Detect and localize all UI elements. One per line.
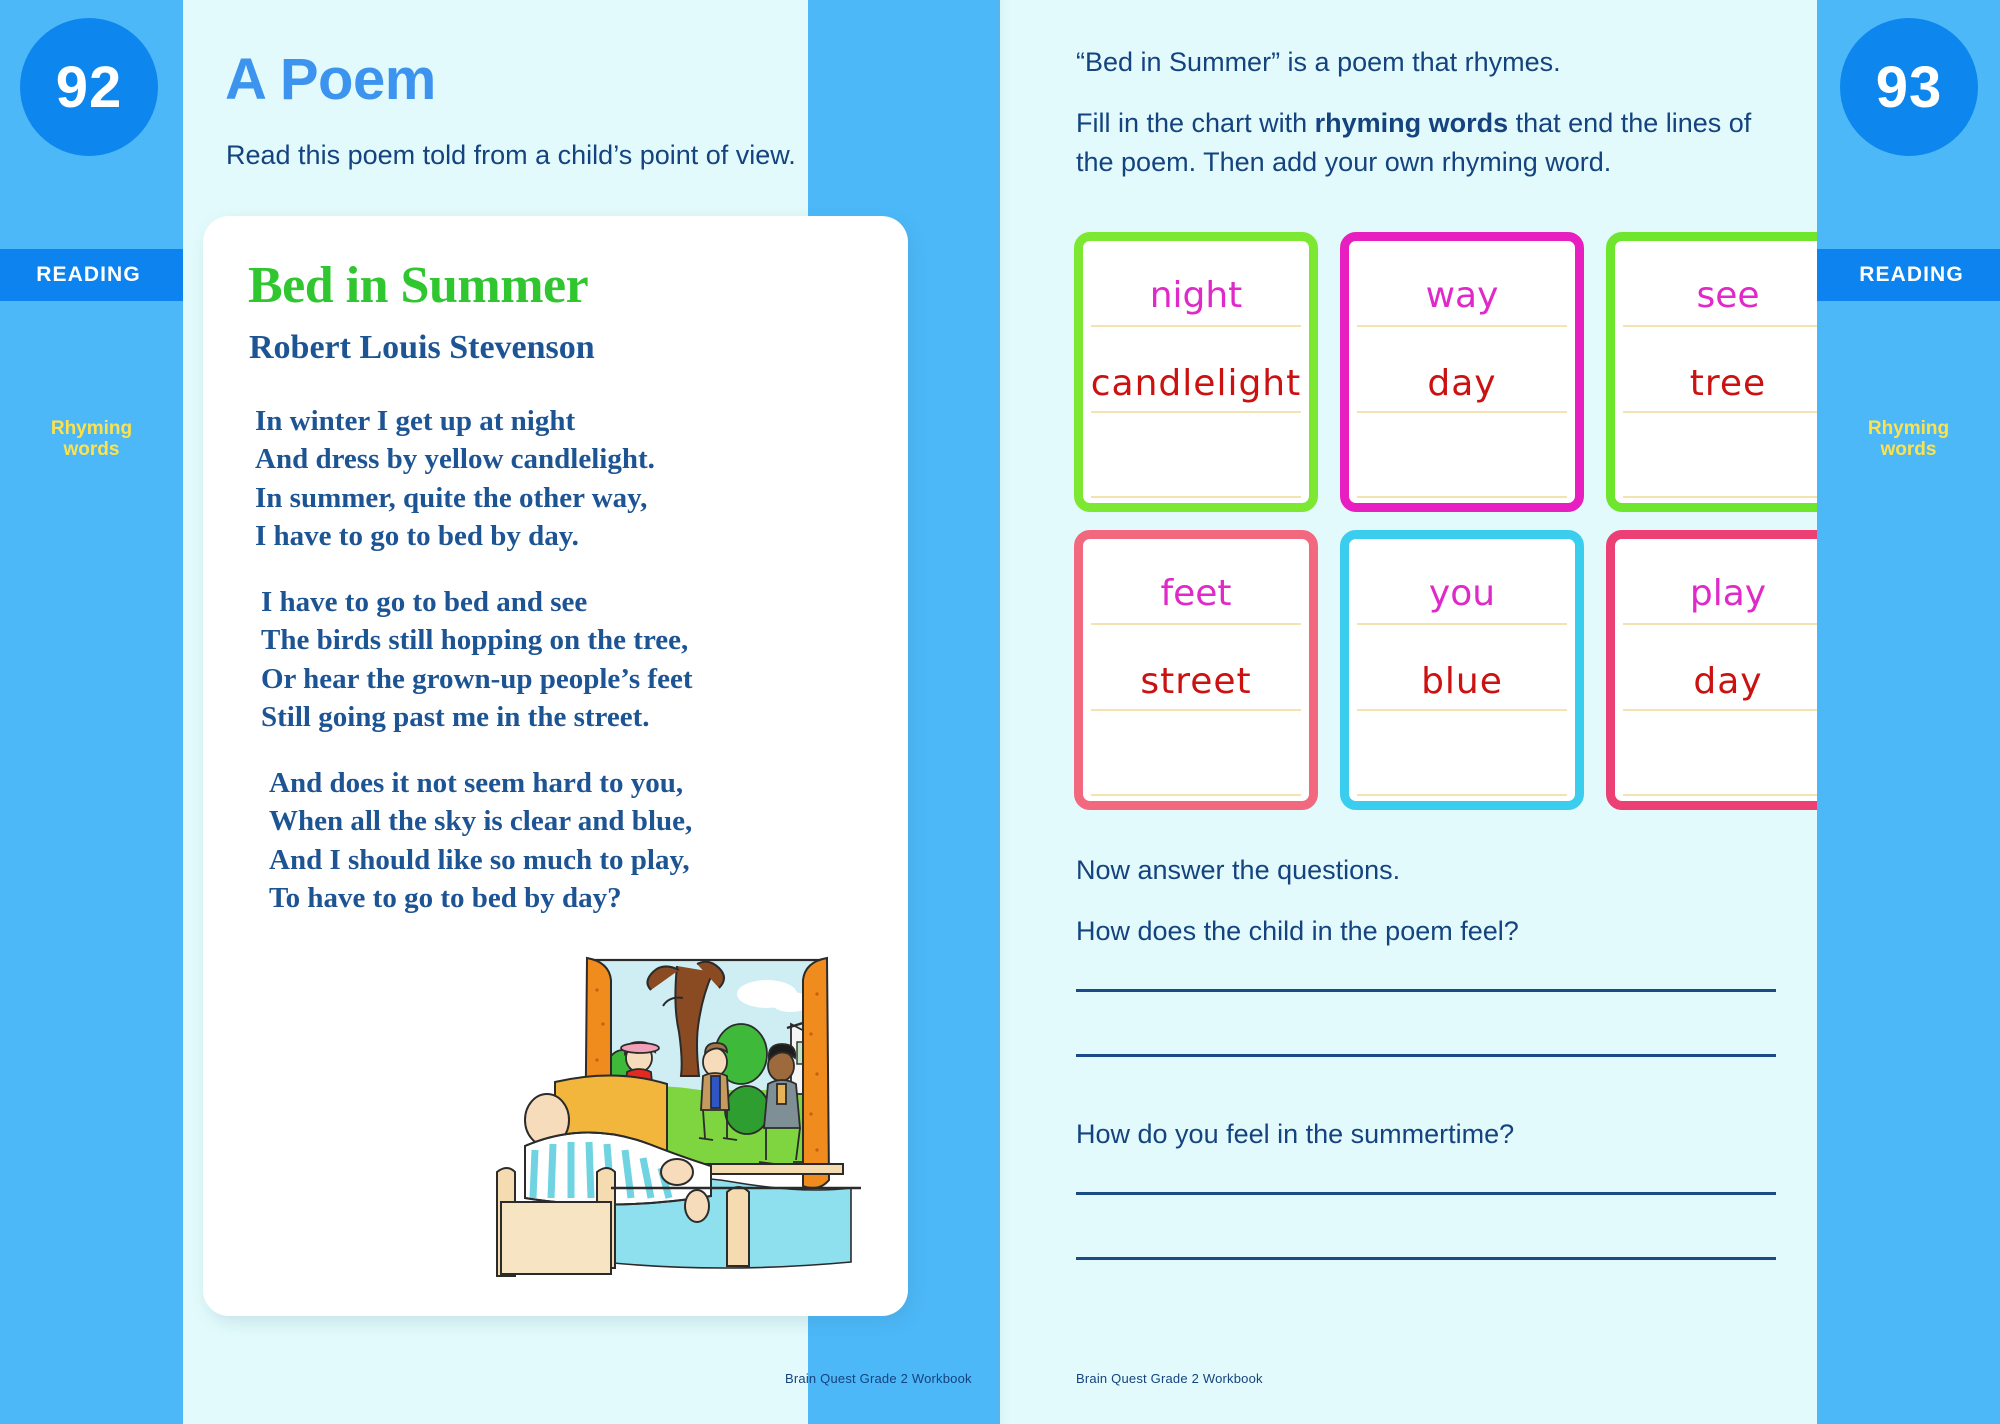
rhyme-word-prompt: see: [1696, 275, 1760, 316]
question-text: How does the child in the poem feel?: [1076, 916, 1519, 946]
fill-instruction-part1: Fill in the chart with: [1076, 108, 1315, 138]
poem-line: Or hear the grown-up people’s feet: [261, 662, 693, 695]
rhyme-word-prompt: play: [1689, 573, 1767, 614]
poem-title: Bed in Summer: [248, 257, 589, 314]
writing-rule: [1357, 794, 1567, 796]
skill-label-right-line2: words: [1880, 439, 1937, 461]
answer-line[interactable]: [1076, 1257, 1776, 1260]
poem-line: In winter I get up at night: [255, 405, 576, 437]
rhyme-word-prompt: night: [1149, 275, 1243, 316]
rhyme-word-answer: day: [1427, 363, 1497, 404]
writing-rule: [1623, 325, 1833, 327]
poem-line: In summer, quite the other way,: [255, 481, 648, 514]
question-text: How do you feel in the summertime?: [1076, 1119, 1515, 1149]
answer-line[interactable]: [1076, 1054, 1776, 1057]
writing-rule: [1091, 496, 1301, 498]
writing-rule: [1091, 794, 1301, 796]
poem-line: I have to go to bed and see: [261, 586, 588, 619]
skill-label-right: [1817, 418, 2000, 461]
writing-rule: [1091, 411, 1301, 413]
writing-rule: [1623, 794, 1833, 796]
poem-line: I have to go to bed by day.: [255, 519, 579, 552]
rhyme-card[interactable]: [1606, 530, 1850, 810]
rhyme-card[interactable]: [1340, 530, 1584, 810]
poem-stanza: [255, 402, 869, 555]
writing-rule: [1091, 623, 1301, 625]
poem-line: And dress by yellow candlelight.: [255, 443, 655, 476]
questions-section: [1076, 855, 1776, 1300]
writing-rule: [1623, 623, 1833, 625]
rhyme-card[interactable]: [1340, 232, 1584, 512]
rhyme-word-prompt: way: [1425, 275, 1499, 316]
fill-chart-instruction: [1076, 104, 1766, 182]
writing-rule: [1357, 709, 1567, 711]
questions-prompt: Now answer the questions.: [1076, 855, 1401, 885]
rhyme-word-answer: candlelight: [1090, 363, 1302, 404]
right-rail: [1817, 0, 2000, 1424]
poem-illustration: [491, 950, 877, 1280]
left-rail: [0, 0, 183, 1424]
writing-rule: [1091, 325, 1301, 327]
fill-instruction-emphasis: rhyming words: [1314, 108, 1509, 138]
skill-label-right-line1: Rhyming: [1867, 418, 1950, 439]
lesson-instruction: Read this poem told from a child’s point of view.: [226, 140, 796, 170]
poem-line: The birds still hopping on the tree,: [261, 624, 689, 657]
writing-rule: [1357, 411, 1567, 413]
poem-stanza: [269, 764, 869, 917]
rhyme-word-chart: [1074, 232, 1849, 810]
fill-instruction-part2: that end the lines of the poem. Then add your own rhyming word.: [1076, 108, 1752, 177]
rhyme-card[interactable]: [1606, 232, 1850, 512]
writing-rule: [1091, 709, 1301, 711]
footer-left: Brain Quest Grade 2 Workbook: [785, 1371, 972, 1386]
poem-card: [203, 216, 908, 1316]
page-number-badge-right: 93: [1840, 18, 1978, 156]
rhyme-card[interactable]: [1074, 232, 1318, 512]
writing-rule: [1357, 325, 1567, 327]
subject-tab-right: READING: [1817, 249, 2000, 301]
subject-tab-left: READING: [0, 249, 183, 301]
rhyme-word-answer: day: [1693, 661, 1763, 702]
rhyme-card[interactable]: [1074, 530, 1318, 810]
skill-label-left-line2: words: [63, 439, 120, 461]
rhyme-word-answer: street: [1140, 661, 1252, 702]
skill-label-left: [0, 418, 183, 461]
poem-line: Still going past me in the street.: [261, 700, 650, 733]
poem-intro-text: “Bed in Summer” is a poem that rhymes.: [1076, 47, 1561, 77]
writing-rule: [1623, 496, 1833, 498]
rhyme-word-answer: blue: [1421, 661, 1503, 702]
rhyme-word-answer: tree: [1689, 363, 1767, 404]
writing-rule: [1623, 709, 1833, 711]
writing-rule: [1357, 496, 1567, 498]
rhyme-word-prompt: you: [1428, 573, 1496, 614]
skill-label-left-line1: Rhyming: [50, 418, 133, 439]
page-title: A Poem: [225, 47, 436, 112]
footer-right: Brain Quest Grade 2 Workbook: [1076, 1371, 1263, 1386]
page-number-badge-left: 92: [20, 18, 158, 156]
answer-line[interactable]: [1076, 1192, 1776, 1195]
rhyme-word-prompt: feet: [1160, 573, 1232, 614]
poem-body: [249, 402, 869, 945]
writing-rule: [1357, 623, 1567, 625]
poem-line: And does it not seem hard to you,: [269, 767, 684, 800]
poem-line: When all the sky is clear and blue,: [269, 805, 693, 838]
poem-stanza: [261, 583, 869, 736]
writing-rule: [1623, 411, 1833, 413]
poem-line: And I should like so much to play,: [269, 843, 690, 876]
poem-author: Robert Louis Stevenson: [249, 329, 595, 366]
bedroom-window-illustration: [491, 950, 877, 1280]
answer-line[interactable]: [1076, 989, 1776, 992]
poem-line: To have to go to bed by day?: [269, 881, 622, 914]
